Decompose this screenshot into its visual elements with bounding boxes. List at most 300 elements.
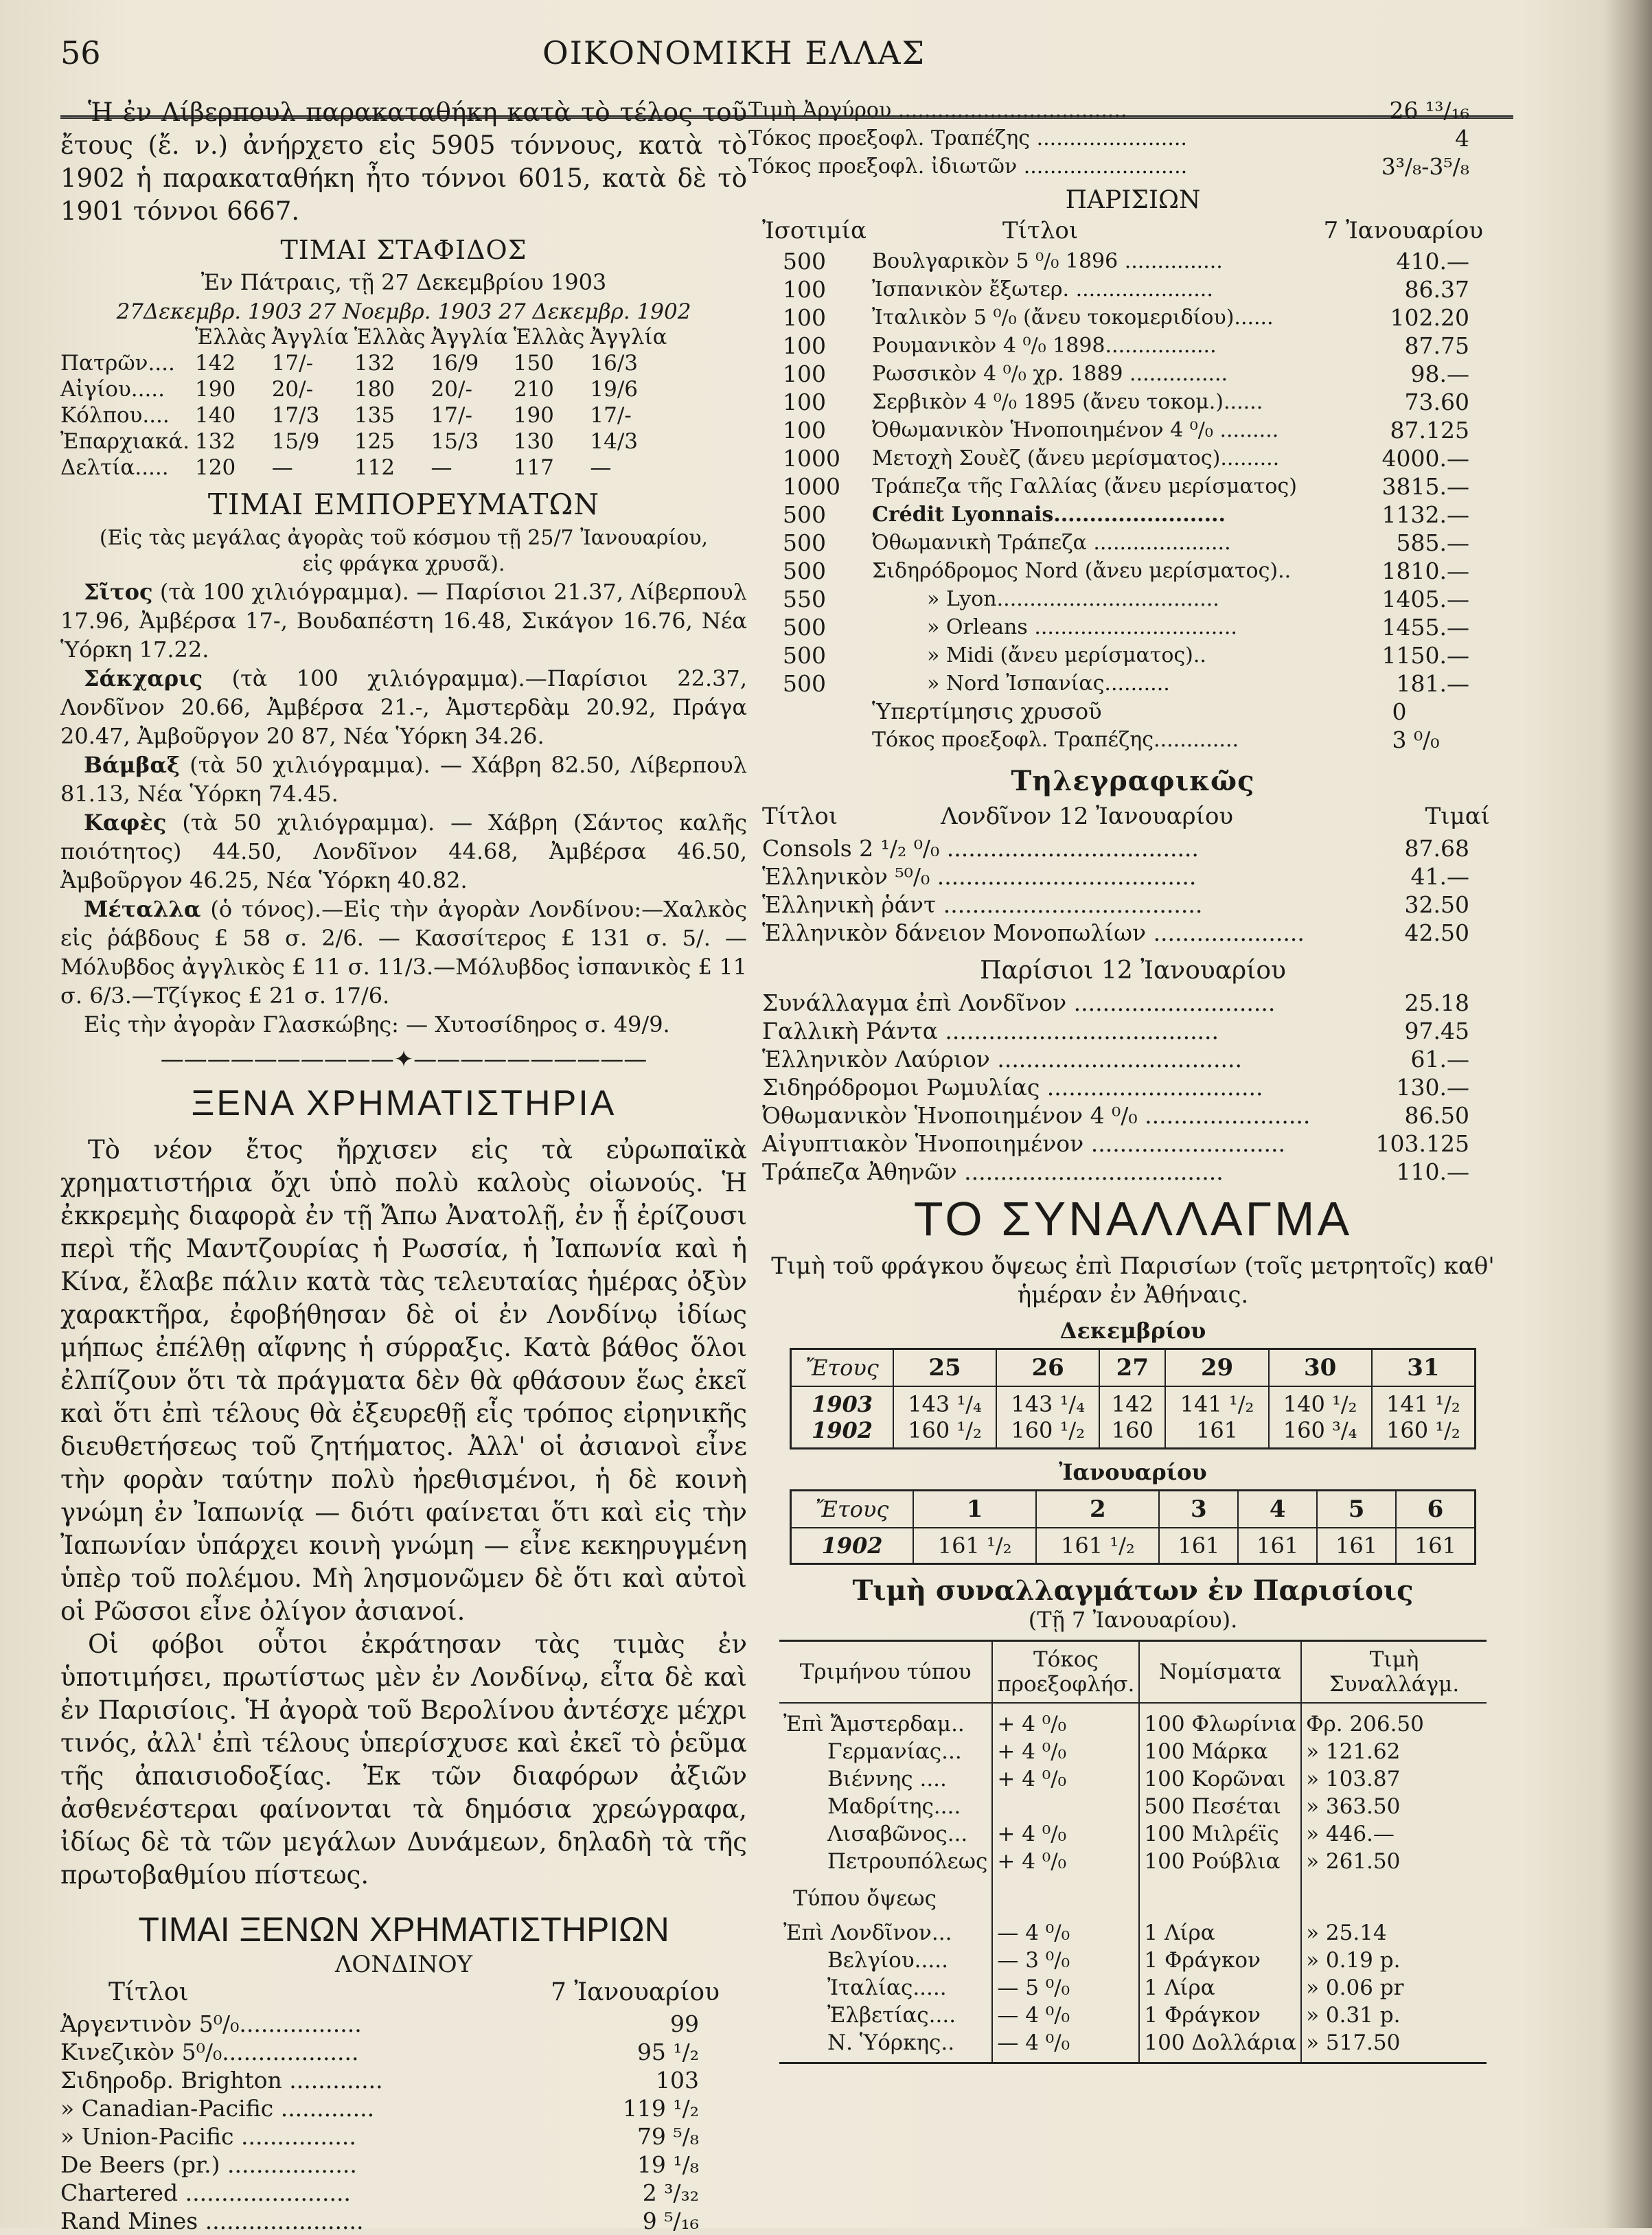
divider-ornament: ——————————✦—————————— bbox=[160, 1046, 647, 1073]
row-par: 100 bbox=[783, 417, 826, 444]
row-value: 181.— bbox=[1396, 670, 1469, 697]
titloi-label: Τίτλοι bbox=[108, 1978, 189, 2006]
col-header: 26 bbox=[996, 1349, 1099, 1387]
right-column bbox=[748, 96, 1517, 2071]
goods-list bbox=[60, 577, 747, 1039]
cell: 15/3 bbox=[431, 429, 479, 454]
row-par: 100 bbox=[783, 304, 826, 331]
cell: 100 Μιλρέϊς bbox=[1139, 1820, 1301, 1848]
cell: 161 bbox=[1238, 1528, 1317, 1564]
jan-table bbox=[790, 1489, 1476, 1565]
cell: + 4 ⁰/₀ bbox=[992, 1820, 1139, 1848]
row-label: Consols 2 ¹/₂ ⁰/₀ ................................... bbox=[762, 835, 1199, 862]
cell: 14/3 bbox=[590, 429, 639, 454]
table-row bbox=[60, 376, 673, 402]
staf-col-header: Ἑλλὰς bbox=[195, 325, 266, 349]
table-row bbox=[60, 428, 673, 455]
table-row bbox=[60, 2066, 720, 2094]
row-value: 103 bbox=[656, 2067, 699, 2094]
list-item bbox=[60, 664, 747, 750]
col-header: Τιμὴ Συναλλάγμ. bbox=[1301, 1641, 1487, 1704]
cell: 16/3 bbox=[590, 351, 639, 376]
table-row bbox=[748, 891, 1490, 919]
value: 141 ¹/₂ bbox=[1386, 1391, 1460, 1417]
row-label: Ρουμανικὸν 4 ⁰/₀ 1898................. bbox=[872, 334, 1217, 358]
cell: + 4 ⁰/₀ bbox=[992, 1738, 1139, 1765]
row-label: Πατρῶν.... bbox=[60, 351, 175, 376]
cell: » 0.19 p. bbox=[1306, 1948, 1401, 1973]
col-header: Τόκος προεξοφλήσ. bbox=[992, 1641, 1139, 1704]
col-header: Ἰσοτιμία bbox=[762, 217, 867, 244]
table-subheader-row bbox=[779, 1875, 1487, 1912]
staf-col-header: Ἀγγλία bbox=[431, 325, 508, 349]
col-header: 3 bbox=[1159, 1491, 1238, 1528]
table-row bbox=[779, 1974, 1487, 2002]
glasgow-line: Εἰς τὴν ἀγορὰν Γλασκώβης: — Χυτοσίδηρος σ. 49/9. bbox=[84, 1011, 670, 1038]
row-par: 500 bbox=[783, 642, 826, 669]
cell: 210 bbox=[513, 377, 554, 402]
cell: 17/3 bbox=[271, 403, 320, 428]
value: 160 ¹/₂ bbox=[908, 1417, 982, 1443]
cell: » 446.— bbox=[1306, 1822, 1395, 1846]
value: 143 ¹/₄ bbox=[908, 1391, 982, 1417]
col-header: Ἔτους bbox=[791, 1349, 893, 1387]
staf-title: ΤΙΜΑΙ ΣΤΑΦΙΔΟΣ bbox=[280, 235, 527, 265]
goods-text: (τὰ 100 χιλιόγραμμα). — Παρίσιοι 21.37, Λίβερπουλ 17.96, Ἀμβέρσα 17-, Βουδαπέστη 16.48, Σικάγον 16.76, Νέα Ὑόρκη 17.22. bbox=[60, 579, 748, 663]
cell: — 4 ⁰/₀ bbox=[992, 2029, 1139, 2063]
cell bbox=[1165, 1386, 1268, 1449]
col-header: 6 bbox=[1396, 1491, 1476, 1528]
cell: 1 Φράγκον bbox=[1139, 2002, 1301, 2029]
row-value: 130.— bbox=[1396, 1074, 1469, 1101]
table-row bbox=[779, 1738, 1487, 1765]
row-value: 32.50 bbox=[1404, 891, 1469, 918]
cell: Λισαβῶνος... bbox=[779, 1820, 992, 1848]
row-value: 0 bbox=[1392, 698, 1407, 725]
row-value: 41.— bbox=[1410, 863, 1469, 890]
col-header: Τριμήνου τύπου bbox=[779, 1641, 992, 1704]
cell: Πετρουπόλεως bbox=[779, 1848, 992, 1875]
row-label: Ἑλληνικὴ ῥάντ .................................... bbox=[762, 891, 1203, 918]
row-label: Γαλλικὴ Ράντα ...................................... bbox=[762, 1018, 1219, 1044]
cell: 140 bbox=[195, 403, 236, 428]
table-row bbox=[60, 402, 673, 428]
london-heading: ΛΟΝΔΙΝΟΥ bbox=[334, 1951, 473, 1978]
table-header-row bbox=[791, 1491, 1476, 1528]
table-row bbox=[60, 455, 673, 481]
value: 160 ¹/₂ bbox=[1011, 1417, 1086, 1443]
col-header: Τίτλοι bbox=[1002, 217, 1079, 244]
year: 1902 bbox=[791, 1528, 913, 1564]
cell: — bbox=[271, 455, 293, 480]
row-label: Ὀθωμανικὴ Τράπεζα ..................... bbox=[872, 531, 1231, 555]
col-header: 30 bbox=[1269, 1349, 1372, 1387]
page-title: ΟΙΚΟΝΟΜΙΚΗ ΕΛΛΑΣ bbox=[542, 34, 926, 71]
row-label: Ἰταλικὸν 5 ⁰/₀ (ἄνευ τοκομεριδίου)...... bbox=[872, 306, 1274, 330]
row-value: 4000.— bbox=[1381, 445, 1469, 472]
table-row bbox=[748, 303, 1490, 332]
staf-col-header: Ἑλλὰς bbox=[354, 325, 426, 349]
table-row bbox=[748, 862, 1490, 891]
row-value: 1455.— bbox=[1381, 614, 1469, 641]
goods-text: (ὁ τόνος).—Εἰς τὴν ἀγορὰν Λονδίνου:—Χαλκὸς εἰς ῥάβδους £ 58 σ. 2/6. — Κασσίτερος £ 131 σ. 5/. — Μόλυβδος ἀγγλικὸς £ 11 σ. 11/3.—Μόλυβδος ἰσπανικὸς £ 11 σ. 6/3.—Τζίγκος £ 21 σ. 17/6. bbox=[60, 896, 748, 1009]
row-label: Αἰγίου..... bbox=[60, 377, 165, 402]
row-value: 79 ⁵/₈ bbox=[636, 2123, 699, 2150]
row-label: Κόλπου.... bbox=[60, 403, 170, 428]
cell: Μαδρίτης.... bbox=[779, 1793, 992, 1820]
table-row bbox=[779, 1912, 1487, 1947]
tele-head bbox=[748, 803, 1517, 834]
cell: Φρ. 206.50 bbox=[1306, 1712, 1424, 1737]
row-par: 1000 bbox=[783, 473, 840, 500]
exchange-table bbox=[779, 1640, 1487, 2064]
cell: Βιέννης .... bbox=[779, 1765, 992, 1793]
row-label: De Beers (pr.) .................. bbox=[60, 2151, 357, 2178]
col-header: 1 bbox=[913, 1491, 1036, 1528]
goods-text: (τὰ 50 χιλιόγραμμα). — Χάβρη (Σάντος καλῆς ποιότητος) 44.50, Λονδῖνον 44.68, Ἀμβέρσα 46.50, Ἀμβοῦργον 46.25, Νέα Ὑόρκη 40.82. bbox=[60, 810, 748, 893]
cell bbox=[1099, 1386, 1165, 1449]
row-value: 585.— bbox=[1396, 529, 1469, 556]
table-row bbox=[748, 332, 1490, 360]
goods-name: Σῖτος bbox=[84, 579, 153, 605]
row-value: 1150.— bbox=[1381, 642, 1469, 669]
emp-title: ΤΙΜΑΙ ΕΜΠΟΡΕΥΜΑΤΩΝ bbox=[207, 488, 600, 521]
row-par: 500 bbox=[783, 529, 826, 556]
value: 160 ³/₄ bbox=[1283, 1417, 1357, 1443]
row-value: 103.125 bbox=[1375, 1130, 1469, 1157]
cell: 19/6 bbox=[590, 377, 639, 402]
intro-paragraph: Ἡ ἐν Λίβερπουλ παρακαταθήκη κατὰ τὸ τέλος τοῦ ἔτους (ἔ. ν.) ἀνήρχετο εἰς 5905 τόννους, κατὰ τὸ 1902 ἡ παρακαταθήκη ἦτο τόννοι 6015, κατὰ δὲ τὸ 1901 τόννοι 6667. bbox=[60, 98, 747, 226]
cell: 117 bbox=[513, 455, 554, 480]
row-label: Τιμὴ Ἀργύρου ................................... bbox=[748, 98, 1127, 122]
staf-col-header: Ἑλλὰς bbox=[513, 325, 585, 349]
cell: » 0.31 p. bbox=[1306, 2003, 1401, 2028]
row-label: Σερβικὸν 4 ⁰/₀ 1895 (ἄνευ τοκομ.)...... bbox=[872, 390, 1263, 414]
cell: — bbox=[590, 455, 612, 480]
cell: » 0.06 pr bbox=[1306, 1975, 1404, 2000]
row-value: 95 ¹/₂ bbox=[636, 2039, 699, 2065]
col-header: 5 bbox=[1317, 1491, 1396, 1528]
table-row bbox=[748, 444, 1490, 472]
cell: 112 bbox=[354, 455, 395, 480]
cell: — 4 ⁰/₀ bbox=[992, 2002, 1139, 2029]
row-label: » Orleans ............................... bbox=[927, 615, 1237, 639]
table-row bbox=[748, 360, 1490, 388]
cell: » 121.62 bbox=[1306, 1739, 1401, 1764]
table-row bbox=[748, 585, 1490, 613]
row-label: » Lyon.................................. bbox=[927, 587, 1219, 611]
value: 160 bbox=[1111, 1417, 1154, 1443]
cell bbox=[996, 1386, 1099, 1449]
row-value: 3³/₈-3⁵/₈ bbox=[1381, 153, 1469, 180]
paris-table bbox=[748, 247, 1490, 754]
row-label: Rand Mines ...................... bbox=[60, 2208, 364, 2234]
row-label: Ἑλληνικὸν δάνειον Μονοπωλίων ..................... bbox=[762, 919, 1305, 946]
cell: Ἐπὶ Ἄμστερδαμ.. bbox=[779, 1703, 992, 1738]
row-label: Τόκος προεξοφλ. Τραπέζης ....................... bbox=[748, 126, 1187, 150]
row-par: 500 bbox=[783, 670, 826, 697]
cell: » 261.50 bbox=[1306, 1849, 1401, 1874]
row-par: 100 bbox=[783, 389, 826, 415]
row-label: Ὀθωμανικὸν Ἡνοποιημένον 4 ⁰/₀ ......... bbox=[872, 418, 1279, 442]
book-spine-shadow bbox=[1604, 0, 1652, 2228]
row-value: 19 ¹/₈ bbox=[636, 2151, 699, 2178]
page-number: 56 bbox=[60, 34, 101, 71]
row-par: 500 bbox=[783, 614, 826, 641]
year-cell bbox=[791, 1386, 893, 1449]
row-value: 87.75 bbox=[1404, 332, 1469, 359]
row-value: 1405.— bbox=[1381, 586, 1469, 612]
cell: 100 Φλωρίνια bbox=[1139, 1703, 1301, 1738]
cell: Ἰταλίας..... bbox=[779, 1974, 992, 2002]
row-label: Chartered ....................... bbox=[60, 2179, 351, 2206]
row-label: Βουλγαρικὸν 5 ⁰/₀ 1896 ............... bbox=[872, 249, 1223, 273]
row-par bbox=[748, 698, 872, 726]
staf-col-headers bbox=[60, 324, 673, 350]
row-value: 110.— bbox=[1396, 1158, 1469, 1185]
cell: + 4 ⁰/₀ bbox=[992, 1703, 1139, 1738]
row-value: 1132.— bbox=[1381, 501, 1469, 528]
cell: 161 ¹/₂ bbox=[1036, 1528, 1159, 1564]
xena-title: ΞΕΝΑ ΧΡΗΜΑΤΙΣΤΗΡΙΑ bbox=[191, 1084, 617, 1123]
emp-subtitle: (Εἰς τὰς μεγάλας ἀγορὰς τοῦ κόσμου τῇ 25/7 Ἰανουαρίου, εἰς φράγκα χρυσᾶ). bbox=[99, 526, 709, 576]
cell: 142 bbox=[195, 351, 236, 376]
row-value: 25.18 bbox=[1404, 989, 1469, 1016]
row-value: 86.37 bbox=[1404, 276, 1469, 303]
list-item bbox=[60, 895, 747, 1010]
year: 1903 bbox=[811, 1391, 873, 1417]
table-row bbox=[60, 2179, 720, 2207]
row-label: Κινεζικὸν 5⁰/₀................... bbox=[60, 2039, 359, 2065]
row-value: 42.50 bbox=[1404, 919, 1469, 946]
goods-name: Καφὲς bbox=[84, 810, 167, 836]
table-row bbox=[748, 669, 1490, 698]
jan-heading: Ἰανουαρίου bbox=[1059, 1459, 1207, 1485]
table-row bbox=[779, 1703, 1487, 1738]
table-row bbox=[748, 152, 1490, 181]
row-value: 97.45 bbox=[1404, 1018, 1469, 1044]
cell: Βελγίου..... bbox=[779, 1947, 992, 1974]
row-label: Σιδηρόδρομος Nord (ἄνευ μερίσματος).. bbox=[872, 559, 1292, 583]
row-par: 500 bbox=[783, 558, 826, 584]
cell: 161 ¹/₂ bbox=[913, 1528, 1036, 1564]
table-row bbox=[791, 1528, 1476, 1564]
cell bbox=[1372, 1386, 1476, 1449]
table-row bbox=[748, 388, 1490, 416]
cell: 161 bbox=[1317, 1528, 1396, 1564]
row-value: 87.68 bbox=[1404, 835, 1469, 862]
cell: 100 Δολλάρια bbox=[1139, 2029, 1301, 2063]
cell bbox=[893, 1386, 996, 1449]
row-par bbox=[748, 726, 872, 754]
row-value: 3815.— bbox=[1381, 473, 1469, 500]
col-header: 4 bbox=[1238, 1491, 1317, 1528]
table-row bbox=[748, 96, 1490, 124]
table-row bbox=[748, 1017, 1490, 1045]
table-row bbox=[779, 2029, 1487, 2063]
row-label: Ἐπαρχιακά. bbox=[60, 429, 190, 454]
row-par: 500 bbox=[783, 248, 826, 275]
dec-table bbox=[790, 1348, 1476, 1449]
article-paragraph: Τὸ νέον ἔτος ἤρχισεν εἰς τὰ εὐρωπαϊκὰ χρηματιστήρια ὄχι ὑπὸ πολὺ καλοὺς οἰωνούς. Ἡ ἐκκρεμὴς διαφορὰ ἐν τῇ Ἄπω Ἀνατολῇ, ἐν ᾗ ἐρίζουσι περὶ τῆς Μαντζουρίας ἡ Ρωσσία, ἡ Ἰαπωνία καὶ ἡ Κίνα, ἔλαβε πάλιν κατὰ τὰς τελευταίας ἡμέρας ὀξὺν χαρακτῆρα, ἐφοβήθησαν δὲ οἱ ἐν Λονδίνῳ ἰδίως μήπως ἐπέλθῃ αἴφνης ἡ σύρραξις. Κατὰ βάθος ὅλοι ἐλπίζουν ὅτι τὰ πράγματα δὲν θὰ φθάσουν ἕως ἐκεῖ καὶ ὅτι ἐπὶ τέλους θὰ ἐξευρεθῇ εἷς τρόπος εἰρηνικῆς διευθετήσεως τοῦ ζητήματος. Ἀλλ' οἱ ἀσιανοὶ εἶνε τὴν φορὰν ταύτην πολὺ ἠρεθισμένοι, ἡ δὲ κοινὴ γνώμη ἐν Ἰαπωνίᾳ — διότι φαίνεται ὅτι καὶ εἰς τὴν Ἰαπωνίαν ὑπάρχει κοινὴ γνώμη — εἶνε κεκηρυγμένη ὑπὲρ τοῦ πολέμου. Μὴ λησμονῶμεν δὲ ὅτι καὶ αὐτοὶ οἱ Ρῶσσοι εἶνε ὀλίγον ἀσιανοί. bbox=[60, 1135, 747, 1626]
cell: 161 bbox=[1396, 1528, 1476, 1564]
col-header: Λονδῖνον 12 Ἰανουαρίου bbox=[941, 803, 1234, 830]
table-row bbox=[748, 1101, 1490, 1130]
row-value: 4 bbox=[1455, 125, 1469, 152]
table-row bbox=[748, 698, 1490, 726]
cell: 20/- bbox=[271, 377, 314, 402]
cell: 132 bbox=[195, 429, 236, 454]
table-row bbox=[779, 1765, 1487, 1793]
cell: 17/- bbox=[590, 403, 632, 428]
date-label: 7 Ἰανουαρίου bbox=[550, 1978, 720, 2006]
row-par: 500 bbox=[783, 501, 826, 528]
exchange-subtitle: (Τῇ 7 Ἰανουαρίου). bbox=[1028, 1607, 1238, 1633]
row-label: Τράπεζα Ἀθηνῶν .................................... bbox=[762, 1158, 1224, 1185]
cell: 120 bbox=[195, 455, 236, 480]
row-value: 26 ¹³/₁₆ bbox=[1389, 97, 1469, 124]
cell: — 5 ⁰/₀ bbox=[992, 1974, 1139, 2002]
value: 160 ¹/₂ bbox=[1386, 1417, 1460, 1443]
col-header: Τίτλοι bbox=[762, 803, 838, 830]
cell: 17/- bbox=[431, 403, 472, 428]
row-par: 550 bbox=[783, 586, 826, 612]
cell: — bbox=[431, 455, 452, 480]
cell bbox=[992, 1793, 1139, 1820]
col-header: 25 bbox=[893, 1349, 996, 1387]
row-value: 2 ³/₃₂ bbox=[642, 2179, 699, 2206]
table-row bbox=[748, 726, 1490, 754]
table-row bbox=[779, 1848, 1487, 1875]
synallagma-subtitle: Τιμὴ τοῦ φράγκου ὄψεως ἐπὶ Παρισίων (τοῖς μετρητοῖς) καθ' ἡμέραν ἐν Ἀθήναις. bbox=[771, 1252, 1495, 1309]
cell: 20/- bbox=[431, 377, 472, 402]
article-paragraph: Οἱ φόβοι οὗτοι ἐκράτησαν τὰς τιμὰς ἐν ὑποτιμήσει, πρωτίστως μὲν ἐν Λονδίνῳ, εἶτα δὲ καὶ ἐν Παρισίοις. Ἡ ἀγορὰ τοῦ Βερολίνου ἀντέσχε μέχρι τινός, ἀλλ' ἐπὶ τέλους ὑπερίσχυσε καὶ ἐκεῖ τὸ ῥεῦμα τῆς ἀπαισιοδοξίας. Ἐκ τῶν διαφόρων ἀξιῶν ἀσθενέστεραι φαίνονται τὰ δημόσια χρεώγραφα, ἰδίως δὲ τὰ τῶν μεγάλων Δυνάμεων, δηλαδὴ τὰ τῆς πρωτοβαθμίου πίστεως. bbox=[60, 1629, 747, 1890]
row-label: Δελτία..... bbox=[60, 455, 169, 480]
table-row bbox=[748, 989, 1490, 1017]
cell: + 4 ⁰/₀ bbox=[992, 1848, 1139, 1875]
col-header: 7 Ἰανουαρίου bbox=[1323, 217, 1483, 244]
row-value: 9 ⁵/₁₆ bbox=[642, 2208, 699, 2234]
tele-heading: Τηλεγραφικῶς bbox=[1011, 765, 1255, 797]
cell: 150 bbox=[513, 351, 554, 376]
cell: 500 Πεσέται bbox=[1139, 1793, 1301, 1820]
london-head bbox=[60, 1978, 747, 2010]
row-value: 73.60 bbox=[1404, 389, 1469, 415]
cell: 135 bbox=[354, 403, 395, 428]
staf-col-header: Ἀγγλία bbox=[271, 325, 349, 349]
table-row bbox=[779, 1793, 1487, 1820]
row-label: Ἰσπανικὸν ἔξωτερ. ..................... bbox=[872, 277, 1213, 301]
table-row bbox=[748, 1158, 1490, 1186]
staf-table bbox=[60, 324, 673, 481]
list-item bbox=[60, 808, 747, 895]
col-header: Τιμαί bbox=[1425, 803, 1490, 830]
table-row bbox=[60, 2122, 720, 2151]
cell bbox=[1269, 1386, 1372, 1449]
table-row bbox=[748, 919, 1490, 947]
goods-text: (τὰ 50 χιλιόγραμμα). — Χάβρη 82.50, Λίβερπουλ 81.13, Νέα Ὑόρκη 74.45. bbox=[60, 752, 748, 807]
col-header: 31 bbox=[1372, 1349, 1476, 1387]
row-label: Τράπεζα τῆς Γαλλίας (ἄνευ μερίσματος) bbox=[872, 474, 1297, 498]
col-header: Νομίσματα bbox=[1139, 1641, 1301, 1704]
cell: 190 bbox=[195, 377, 236, 402]
table-row bbox=[748, 275, 1490, 303]
paris12-heading: Παρίσιοι 12 Ἰανουαρίου bbox=[980, 956, 1286, 985]
paris-head bbox=[748, 217, 1517, 247]
row-label: Ἀργεντινὸν 5⁰/₀................. bbox=[60, 2010, 362, 2037]
paris12-table bbox=[748, 989, 1490, 1186]
cell: 1 Λίρα bbox=[1139, 1974, 1301, 2002]
cell: » 517.50 bbox=[1306, 2030, 1401, 2055]
row-label: Ὀθωμανικὸν Ἡνοποιημένον 4 ⁰/₀ ....................... bbox=[762, 1102, 1311, 1129]
table-row bbox=[60, 2038, 720, 2066]
section-label: Τύπου ὄψεως bbox=[779, 1875, 992, 1912]
table-row bbox=[748, 641, 1490, 669]
xenon-title: ΤΙΜΑΙ ΞΕΝΩΝ ΧΡΗΜΑΤΙΣΤΗΡΙΩΝ bbox=[138, 1910, 669, 1949]
cell: Ν. Ὑόρκης.. bbox=[779, 2029, 992, 2063]
row-label: Σιδηροδρ. Brighton ............. bbox=[60, 2067, 383, 2094]
row-label: Αἰγυπτιακὸν Ἡνοποιημένον ........................... bbox=[762, 1130, 1285, 1157]
table-row bbox=[748, 1073, 1490, 1101]
row-par: 100 bbox=[783, 332, 826, 359]
cell: » 363.50 bbox=[1306, 1794, 1401, 1819]
silver-table bbox=[748, 96, 1490, 181]
cell: — 4 ⁰/₀ bbox=[992, 1912, 1139, 1947]
row-value: 119 ¹/₂ bbox=[622, 2095, 699, 2122]
row-label: Σιδηρόδρομοι Ρωμυλίας .............................. bbox=[762, 1074, 1263, 1101]
cell: 180 bbox=[354, 377, 395, 402]
cell: — 3 ⁰/₀ bbox=[992, 1947, 1139, 1974]
row-label: » Canadian-Pacific ............. bbox=[60, 2095, 375, 2122]
row-label: Μετοχὴ Σουὲζ (ἄνευ μερίσματος)......... bbox=[872, 446, 1280, 470]
cell: » 25.14 bbox=[1306, 1921, 1387, 1945]
cell: + 4 ⁰/₀ bbox=[992, 1765, 1139, 1793]
value: 142 bbox=[1111, 1391, 1154, 1417]
table-row bbox=[60, 2094, 720, 2122]
paris-heading: ΠΑΡΙΣΙΩΝ bbox=[1065, 186, 1201, 214]
row-label: Συνάλλαγμα ἐπὶ Λονδῖνον ............................ bbox=[762, 989, 1276, 1016]
value: 140 ¹/₂ bbox=[1283, 1391, 1357, 1417]
col-header: 29 bbox=[1165, 1349, 1268, 1387]
table-row bbox=[748, 472, 1490, 501]
row-label: Ἑλληνικὸν Λαύριον .................................. bbox=[762, 1046, 1242, 1073]
dec-heading: Δεκεμβρίου bbox=[1059, 1318, 1206, 1344]
cell: 190 bbox=[513, 403, 554, 428]
table-row bbox=[748, 416, 1490, 444]
table-row bbox=[779, 2002, 1487, 2029]
table-row bbox=[748, 124, 1490, 152]
row-label: Ρωσσικὸν 4 ⁰/₀ χρ. 1889 ............... bbox=[872, 362, 1228, 386]
goods-name: Μέταλλα bbox=[84, 896, 201, 922]
row-value: 3 ⁰/₀ bbox=[1392, 726, 1440, 753]
row-label: » Union-Pacific ................ bbox=[60, 2123, 356, 2150]
col-header: 27 bbox=[1099, 1349, 1165, 1387]
cell: 16/9 bbox=[431, 351, 479, 376]
cell: 1 Φράγκον bbox=[1139, 1947, 1301, 1974]
table-row bbox=[748, 613, 1490, 641]
table-row bbox=[748, 557, 1490, 585]
row-value: 61.— bbox=[1410, 1046, 1469, 1073]
staf-col-header: Ἀγγλία bbox=[590, 325, 667, 349]
synallagma-title: ΤΟ ΣΥΝΑΛΛΑΓΜΑ bbox=[913, 1192, 1353, 1246]
year: 1902 bbox=[811, 1417, 873, 1443]
table-header-row bbox=[791, 1349, 1476, 1387]
cell: 161 bbox=[1159, 1528, 1238, 1564]
row-label: Τόκος προεξοφλ. Τραπέζης............. bbox=[872, 728, 1239, 752]
cell: 125 bbox=[354, 429, 395, 454]
cell: 17/- bbox=[271, 351, 314, 376]
left-column bbox=[60, 96, 747, 2235]
